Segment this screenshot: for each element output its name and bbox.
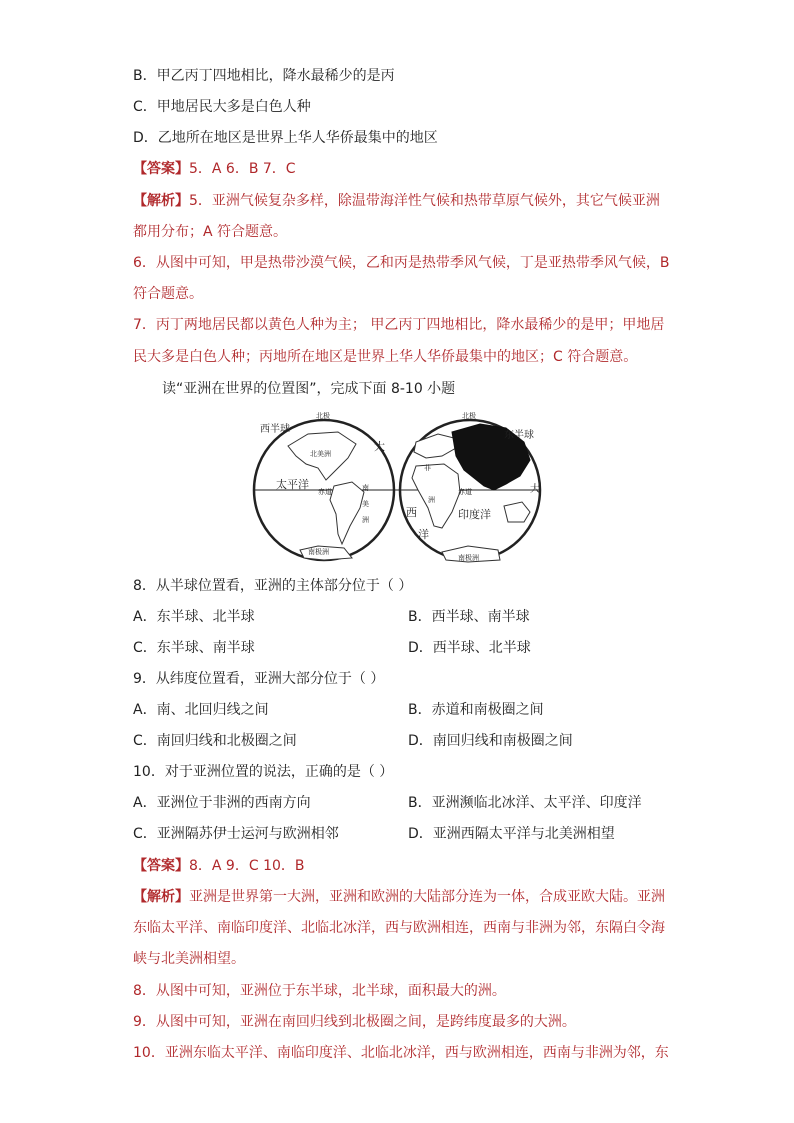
atlantic-label-1: 大 bbox=[374, 440, 385, 453]
question-9-stem: 9．从纬度位置看，亚洲大部分位于（ ） bbox=[133, 671, 385, 687]
question-intro: 读“亚洲在世界的位置图”，完成下面 8-10 小题 bbox=[162, 381, 456, 397]
analysis-line: 民大多是白色人种；丙地所在地区是世界上华人华侨最集中的地区；C 符合题意。 bbox=[133, 349, 638, 365]
question-10-option-d: D．亚洲西隔太平洋与北美洲相望 bbox=[408, 826, 615, 842]
east-hemisphere-label: 东半球 bbox=[504, 430, 534, 441]
analysis-line bbox=[133, 191, 660, 211]
atlantic-label-2: 西 bbox=[406, 506, 417, 519]
asia-world-position-map bbox=[248, 408, 548, 568]
question-8-stem: 8．从半球位置看，亚洲的主体部分位于（ ） bbox=[133, 578, 413, 594]
analysis-tag: 【解析】 bbox=[133, 193, 189, 209]
analysis-line: 6．从图中可知，甲是热带沙漠气候，乙和丙是热带季风气候，丁是亚热带季风气候，B bbox=[133, 255, 670, 271]
north-pole-label-west: 北极 bbox=[316, 412, 330, 420]
indian-ocean-label: 印度洋 bbox=[458, 508, 491, 521]
analysis-text: 5．亚洲气候复杂多样，除温带海洋性气候和热带草原气候外，其它气候亚洲 bbox=[189, 193, 660, 209]
south-america-label-3: 洲 bbox=[362, 516, 369, 524]
antarctica-label-east: 南极洲 bbox=[458, 554, 479, 562]
west-hemisphere-label: 西半球 bbox=[260, 424, 290, 435]
analysis-line: 峡与北美洲相望。 bbox=[133, 951, 245, 967]
pacific-east-label: 大 bbox=[530, 484, 540, 495]
antarctica-label-west: 南极洲 bbox=[308, 548, 329, 556]
question-8-option-c: C．东半球、南半球 bbox=[133, 640, 255, 656]
option-c: C．甲地居民大多是白色人种 bbox=[133, 99, 311, 115]
equator-label-east: 赤道 bbox=[458, 488, 472, 496]
question-8-option-a: A．东半球、北半球 bbox=[133, 609, 255, 625]
analysis-line: 10．亚洲东临太平洋、南临印度洋、北临北冰洋，西与欧洲相连，西南与非洲为邻，东 bbox=[133, 1045, 669, 1061]
south-america-label-1: 南 bbox=[362, 484, 369, 492]
analysis-line: 9．从图中可知，亚洲在南回归线到北极圈之间，是跨纬度最多的大洲。 bbox=[133, 1014, 576, 1030]
answer-5-7 bbox=[133, 159, 296, 179]
question-9-option-c: C．南回归线和北极圈之间 bbox=[133, 733, 297, 749]
south-america-label-2: 美 bbox=[362, 500, 369, 508]
analysis-text: 亚洲是世界第一大洲，亚洲和欧洲的大陆部分连为一体，合成亚欧大陆。亚洲 bbox=[189, 889, 665, 905]
north-america-label: 北美洲 bbox=[310, 450, 331, 458]
answer-text: 8．A 9．C 10．B bbox=[189, 858, 305, 874]
question-9-option-a: A．南、北回归线之间 bbox=[133, 702, 269, 718]
analysis-tag: 【解析】 bbox=[133, 889, 189, 905]
equator-label-west: 赤道 bbox=[318, 488, 332, 496]
option-d: D．乙地所在地区是世界上华人华侨最集中的地区 bbox=[133, 130, 438, 146]
pacific-label: 太平洋 bbox=[276, 478, 309, 491]
north-pole-label-east: 北极 bbox=[462, 412, 476, 420]
analysis-line bbox=[133, 887, 665, 907]
question-10-option-b: B．亚洲濒临北冰洋、太平洋、印度洋 bbox=[408, 795, 642, 811]
analysis-line: 东临太平洋、南临印度洋、北临北冰洋，西与欧洲相连，西南与非洲为邻，东隔白令海 bbox=[133, 920, 665, 936]
option-b: B．甲乙丙丁四地相比，降水最稀少的是丙 bbox=[133, 68, 395, 84]
question-10-stem: 10．对于亚洲位置的说法，正确的是（ ） bbox=[133, 764, 394, 780]
question-8-option-d: D．西半球、北半球 bbox=[408, 640, 531, 656]
question-10-option-a: A．亚洲位于非洲的西南方向 bbox=[133, 795, 311, 811]
analysis-line: 都用分布；A 符合题意。 bbox=[133, 224, 288, 240]
africa-label-2: 洲 bbox=[428, 496, 435, 504]
answer-8-10 bbox=[133, 856, 305, 876]
question-9-option-d: D．南回归线和南极圈之间 bbox=[408, 733, 573, 749]
question-8-option-b: B．西半球、南半球 bbox=[408, 609, 530, 625]
analysis-line: 7．丙丁两地居民都以黄色人种为主； 甲乙丙丁四地相比，降水最稀少的是甲；甲地居 bbox=[133, 317, 665, 333]
answer-text: 5．A 6．B 7．C bbox=[189, 161, 296, 177]
answer-tag: 【答案】 bbox=[133, 858, 189, 874]
africa-label-1: 非 bbox=[424, 464, 431, 472]
analysis-line: 8．从图中可知，亚洲位于东半球，北半球，面积最大的洲。 bbox=[133, 983, 506, 999]
answer-tag: 【答案】 bbox=[133, 161, 189, 177]
question-9-option-b: B．赤道和南极圈之间 bbox=[408, 702, 544, 718]
question-10-option-c: C．亚洲隔苏伊士运河与欧洲相邻 bbox=[133, 826, 339, 842]
analysis-line: 符合题意。 bbox=[133, 286, 203, 302]
atlantic-label-3: 洋 bbox=[418, 528, 429, 541]
